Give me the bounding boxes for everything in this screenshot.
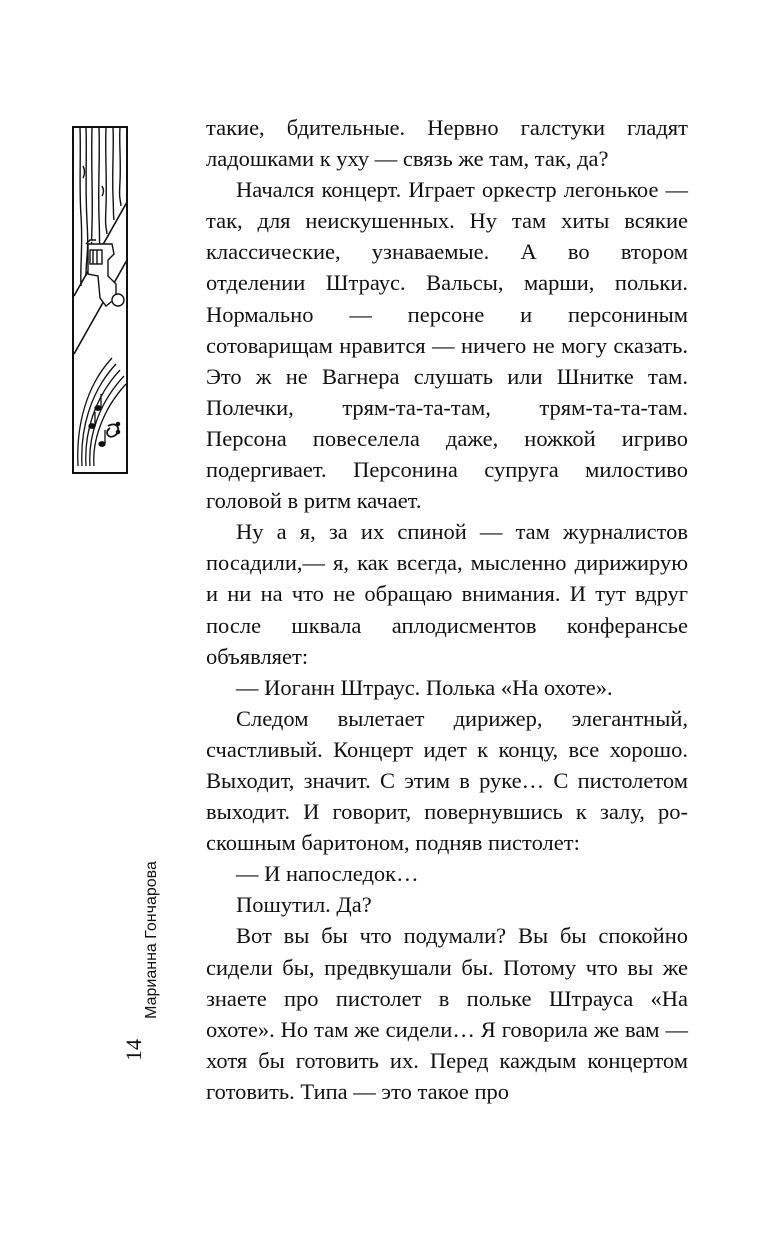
running-head: [140, 850, 164, 1030]
page-number: 14: [121, 1039, 146, 1061]
paragraph: Следом вылетает дирижер, элегантный, счастливый. Концерт идет к концу, все хорошо. Выходит, значит. С этим в руке… С пистолетом выходит. И говорит, повернувшись к залу, роскошным баритоном, подняв пистолет:: [206, 705, 688, 856]
ornament-strip: [72, 126, 128, 474]
body-text: [206, 112, 688, 1107]
music-notes-icon: [78, 358, 126, 466]
paragraph: Пошутил. Да?: [236, 892, 372, 918]
dialogue-line: — Иоганн Штраус. Полька «На охоте».: [236, 674, 613, 700]
paragraph: Ну а я, за их спиной — там журналистов посадили,— я, как всегда, мысленно дирижирую и ни на что не обращаю внимания. И тут вдруг после шквала аплодисментов конферансье объявляет:: [206, 519, 688, 669]
paragraph: Вот вы бы что подумали? Вы бы спокойно сидели бы, предвкушали бы. Потому что вы же знаете про пистолет в польке Штрауса «На охоте». Но там же сидели… Я говорила же вам — хотя бы готовить их. Перед каждым концертом готовить. Типа — это такое про: [206, 923, 688, 1104]
dialogue-line: — И напоследок…: [236, 861, 419, 887]
paragraph: такие, бдительные. Нервно галстуки гладят ладошками к уху — связь же там, так, да?: [206, 115, 688, 172]
paragraph: Начался концерт. Играет оркестр легонькое — так, для неискушенных. Ну там хиты всякие классические, узнаваемые. А во втором отделении Штраус. Вальсы, марши, польки. Нормально — персоне и персониным сотоварищам нравится — ничего не могу сказать. Это ж не Вагнера слушать или Шнитке там. Полечки, трям-та-та-там, трям-та-та-там. Персона повеселела даже, ножкой игриво подергивает. Персонина супруга милостиво головой в ритм качает.: [206, 177, 688, 514]
revolver-icon: [86, 240, 124, 306]
author-name: Марианна Гончарова: [143, 861, 160, 1019]
